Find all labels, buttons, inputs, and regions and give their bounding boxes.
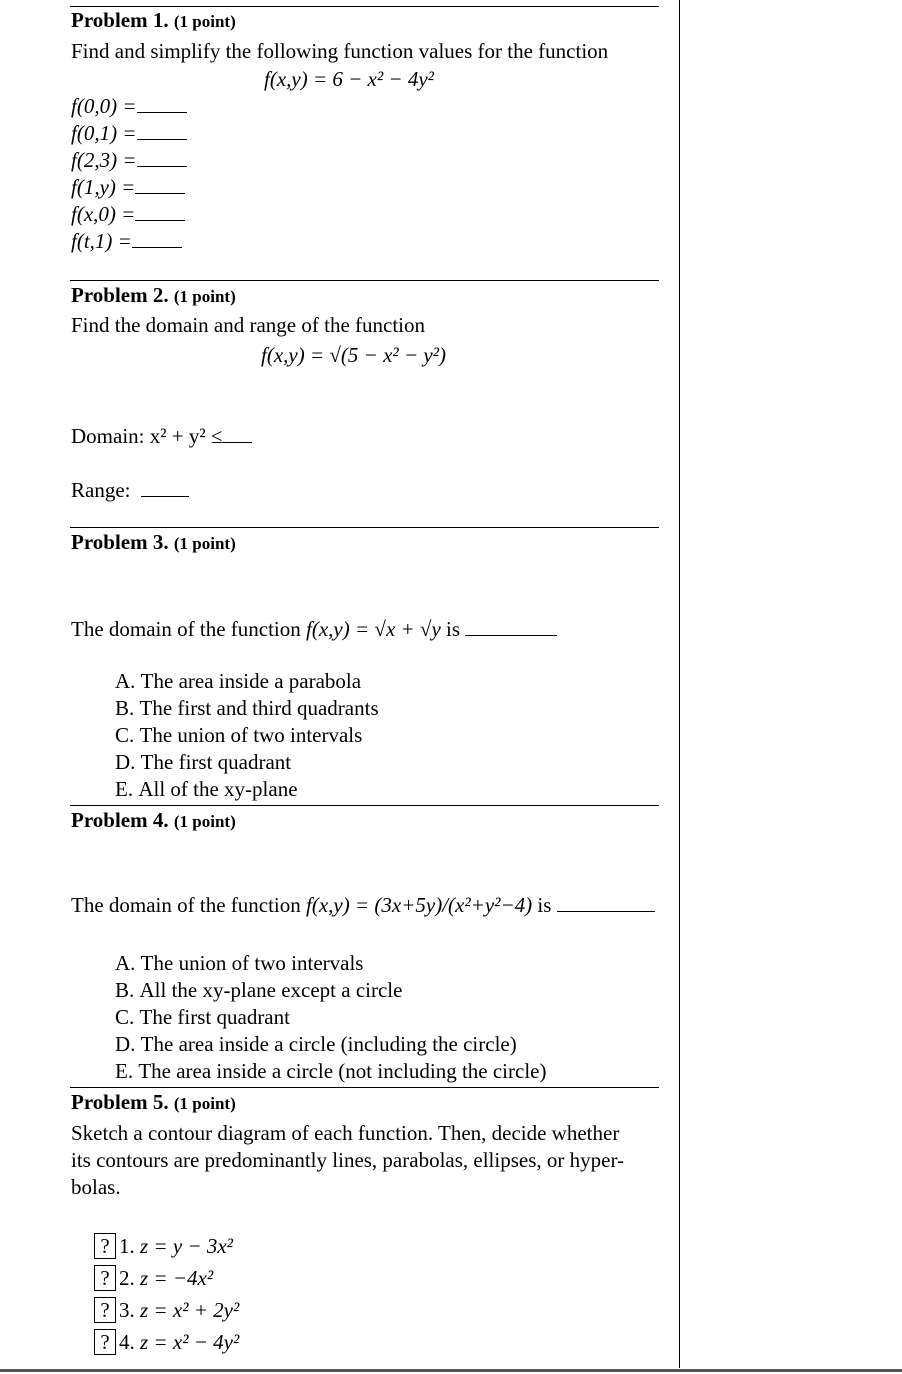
range-blank[interactable] (141, 482, 189, 497)
option-text: The area inside a circle (including the circle) (140, 1032, 517, 1056)
problem-title: Problem 4. (71, 808, 169, 832)
problem-title: Problem 3. (71, 530, 169, 554)
problem-points: (1 point) (173, 534, 236, 553)
option-text: The first quadrant (140, 750, 292, 774)
answer-label: f(0,0) = (71, 94, 137, 118)
problem-points: (1 point) (173, 12, 236, 31)
item-number: 3. (119, 1298, 135, 1322)
answer-select[interactable]: ? (94, 1329, 116, 1355)
problem-title: Problem 1. (71, 8, 169, 32)
problem-4-header (71, 808, 236, 834)
answer-blank[interactable] (465, 621, 557, 636)
option-text: The union of two intervals (140, 951, 364, 975)
answer-label: f(x,0) = (71, 202, 136, 226)
domain-label: Domain: x² + y² ≤ (71, 424, 223, 448)
problem-1-function: f(x,y) = 6 − x² − 4y² (264, 67, 434, 91)
option[interactable] (115, 978, 402, 1002)
answer-label: f(t,1) = (71, 229, 132, 253)
answer-row (71, 229, 182, 253)
item-expression: z = −4x² (140, 1266, 214, 1290)
problem-3-prompt (71, 617, 557, 641)
problem-4-function: f(x,y) = (3x+5y)/(x²+y²−4) (306, 893, 533, 917)
prompt-start: The domain of the function (71, 893, 301, 917)
divider (70, 280, 659, 281)
problem-points: (1 point) (173, 287, 236, 306)
problem-title: Problem 2. (71, 283, 169, 307)
contour-item (94, 1329, 239, 1355)
option[interactable] (115, 1032, 517, 1056)
option-letter: A. (115, 669, 136, 693)
problem-1-header (71, 8, 236, 34)
problem-1-prompt: Find and simplify the following function values for the function (71, 39, 609, 63)
option-text: The area inside a parabola (140, 669, 362, 693)
problem-points: (1 point) (173, 1094, 236, 1113)
option[interactable] (115, 777, 298, 801)
contour-item (94, 1233, 233, 1259)
problem-3-header (71, 530, 236, 556)
range-label: Range: (71, 478, 131, 502)
range-row (71, 478, 189, 502)
option-text: The first quadrant (139, 1005, 290, 1029)
problem-5-prompt-line: its contours are predominantly lines, parabolas, ellipses, or hyper- (71, 1148, 625, 1172)
answer-label: f(2,3) = (71, 148, 137, 172)
prompt-end: is (446, 617, 461, 641)
option-letter: C. (115, 1005, 135, 1029)
answer-label: f(0,1) = (71, 121, 137, 145)
page-right-border (679, 0, 680, 1368)
problem-3-function: f(x,y) = √x + √y (306, 617, 441, 641)
problem-5-prompt-line: bolas. (71, 1175, 121, 1199)
answer-blank[interactable] (137, 98, 187, 113)
answer-blank[interactable] (137, 152, 187, 167)
option-letter: E. (115, 777, 134, 801)
answer-row (71, 94, 187, 118)
option-text: The first and third quadrants (139, 696, 379, 720)
option[interactable] (115, 750, 291, 774)
problem-points: (1 point) (173, 812, 236, 831)
answer-select[interactable]: ? (94, 1297, 116, 1323)
option[interactable] (115, 723, 362, 747)
option[interactable] (115, 1059, 546, 1083)
item-expression: z = x² + 2y² (140, 1298, 240, 1322)
option-text: The area inside a circle (not including the circle) (138, 1059, 547, 1083)
answer-select[interactable]: ? (94, 1265, 116, 1291)
answer-row (71, 202, 185, 226)
option-letter: E. (115, 1059, 134, 1083)
problem-2-prompt: Find the domain and range of the function (71, 313, 425, 337)
problem-5-header (71, 1090, 236, 1116)
problem-title: Problem 5. (71, 1090, 169, 1114)
page-bottom-border (0, 1369, 902, 1372)
problem-5-prompt-line: Sketch a contour diagram of each function. Then, decide whether (71, 1121, 620, 1145)
answer-row (71, 148, 187, 172)
answer-blank[interactable] (137, 125, 187, 140)
divider (70, 527, 659, 528)
prompt-end: is (537, 893, 552, 917)
item-number: 2. (119, 1266, 135, 1290)
item-expression: z = y − 3x² (140, 1234, 233, 1258)
item-number: 4. (119, 1330, 135, 1354)
option-text: The union of two intervals (139, 723, 363, 747)
problem-2-header (71, 283, 236, 309)
answer-label: f(1,y) = (71, 175, 136, 199)
option[interactable] (115, 696, 379, 720)
option[interactable] (115, 1005, 290, 1029)
domain-blank[interactable] (222, 428, 252, 443)
option-text: All the xy-plane except a circle (139, 978, 403, 1002)
contour-item (94, 1265, 213, 1291)
problem-4-prompt (71, 893, 655, 917)
option-letter: C. (115, 723, 135, 747)
answer-blank[interactable] (557, 897, 655, 912)
answer-row (71, 175, 185, 199)
domain-row (71, 424, 252, 448)
option-letter: B. (115, 978, 135, 1002)
option-letter: A. (115, 951, 136, 975)
prompt-start: The domain of the function (71, 617, 301, 641)
option-letter: D. (115, 1032, 136, 1056)
item-expression: z = x² − 4y² (140, 1330, 240, 1354)
answer-blank[interactable] (135, 206, 185, 221)
answer-select[interactable]: ? (94, 1233, 116, 1259)
option[interactable] (115, 669, 361, 693)
answer-blank[interactable] (132, 233, 182, 248)
item-number: 1. (119, 1234, 135, 1258)
divider (70, 1087, 659, 1088)
option[interactable] (115, 951, 363, 975)
answer-row (71, 121, 187, 145)
answer-blank[interactable] (135, 179, 185, 194)
option-letter: B. (115, 696, 135, 720)
divider (70, 805, 659, 806)
contour-item (94, 1297, 239, 1323)
divider (70, 6, 659, 7)
option-text: All of the xy-plane (138, 777, 298, 801)
problem-2-function: f(x,y) = √(5 − x² − y²) (261, 343, 446, 367)
option-letter: D. (115, 750, 136, 774)
